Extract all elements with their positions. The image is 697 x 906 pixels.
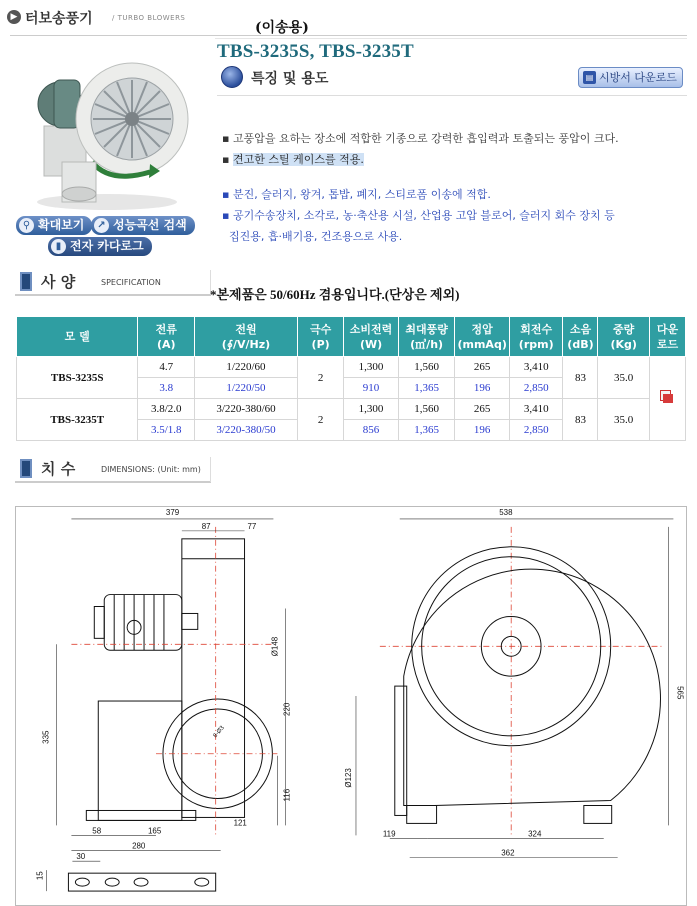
col-header: 소비전력 (W) — [344, 317, 399, 357]
arrow-bullet-icon: ▶ — [7, 10, 21, 24]
magnifier-icon: ⚲ — [19, 218, 34, 233]
svg-text:121: 121 — [233, 818, 247, 828]
section-marker-icon — [20, 459, 32, 478]
col-header: 소음 (dB) — [563, 317, 598, 357]
col-header: 다운 로드 — [649, 317, 685, 357]
table-row: TBS-3235T 3.8/2.0 3/220-380/60 2 1,300 1,560 265 3,410 83 35.0 — [17, 399, 686, 420]
table-row: TBS-3235S 4.7 1/220/60 2 1,300 1,560 265 3,410 83 35.0 — [17, 357, 686, 378]
col-header: 회전수 (rpm) — [509, 317, 563, 357]
divider — [217, 95, 687, 96]
section-marker-icon — [20, 272, 32, 291]
svg-text:Ø123: Ø123 — [344, 768, 353, 788]
page-title: 터보송풍기 — [25, 11, 93, 27]
book-icon: ▮ — [51, 239, 66, 254]
col-header: 모 델 — [17, 317, 138, 357]
feature-item: ▪ 고풍압을 요하는 장소에 적합한 기종으로 강력한 흡입력과 토출되는 풍압이 크다. — [222, 132, 619, 145]
features-list — [222, 128, 682, 247]
performance-curve-button[interactable]: ↗ 성능곡선 검색 — [91, 216, 195, 235]
use-item: ▪ 분진, 슬러지, 왕겨, 톱밥, 폐지, 스티로폼 이송에 적합. — [222, 188, 491, 201]
divider — [10, 35, 687, 36]
col-header: 정압 (mmAq) — [455, 317, 510, 357]
svg-text:165: 165 — [148, 826, 162, 836]
model-cell: TBS-3235S — [17, 357, 138, 399]
dimensions-section-heading: 치 수 DIMENSIONS: (Unit: mm) — [15, 457, 211, 481]
zoom-button[interactable]: ⚲ 확대보기 — [16, 216, 92, 235]
dimension-drawing — [15, 506, 687, 906]
page-subtitle: / TURBO BLOWERS — [112, 14, 186, 22]
frequency-notice: *본제품은 50/60Hz 겸용입니다.(단상은 제외) — [210, 287, 460, 302]
svg-text:280: 280 — [132, 841, 146, 851]
spec-section-heading: 사 양 SPECIFICATION — [15, 270, 211, 294]
svg-text:324: 324 — [528, 829, 542, 839]
svg-text:335: 335 — [41, 730, 51, 744]
table-row: 3.8 1/220/50 910 1,365 196 2,850 — [17, 378, 686, 399]
transfer-label: (이송용) — [255, 20, 309, 36]
product-photo — [22, 44, 192, 214]
svg-text:565: 565 — [675, 686, 685, 700]
svg-text:8-Ø3: 8-Ø3 — [212, 725, 226, 740]
svg-text:Ø148: Ø148 — [270, 636, 280, 657]
col-header: 전류 (A) — [138, 317, 195, 357]
svg-text:220: 220 — [282, 702, 292, 716]
download-file-icon[interactable] — [660, 390, 674, 404]
table-row: 3.5/1.8 3/220-380/50 856 1,365 196 2,850 — [17, 420, 686, 441]
top-bar — [0, 0, 697, 36]
col-header: 중량 (Kg) — [598, 317, 649, 357]
use-item: 집진용, 흡·배기용, 건조용으로 사용. — [229, 230, 403, 243]
features-icon — [221, 66, 243, 88]
spec-download-button[interactable]: ▤ 시방서 다운로드 — [578, 67, 683, 88]
svg-text:116: 116 — [282, 788, 292, 802]
e-catalog-button[interactable]: ▮ 전자 카다로그 — [48, 237, 152, 256]
divider — [215, 38, 687, 39]
feature-item: ▪ 견고한 스틸 케이스를 적용. — [222, 153, 364, 166]
table-header-row — [17, 317, 686, 357]
svg-text:77: 77 — [247, 521, 257, 531]
svg-text:538: 538 — [499, 507, 513, 517]
use-item: ▪ 공기수송장치, 소각로, 농·축산용 시설, 산업용 고압 블로어, 슬러지 회수 장치 등 — [222, 209, 615, 222]
svg-text:58: 58 — [92, 826, 102, 836]
svg-text:362: 362 — [501, 848, 515, 858]
download-icon: ▤ — [583, 71, 596, 84]
chart-icon: ↗ — [94, 218, 109, 233]
model-title: TBS-3235S, TBS-3235T — [217, 41, 414, 62]
col-header: 극수 (P) — [297, 317, 343, 357]
svg-text:379: 379 — [165, 507, 180, 517]
download-cell — [649, 357, 685, 441]
spec-table — [16, 316, 686, 441]
svg-text:87: 87 — [201, 521, 211, 531]
model-cell: TBS-3235T — [17, 399, 138, 441]
col-header: 최대풍량 (㎥/h) — [398, 317, 455, 357]
svg-text:119: 119 — [382, 829, 396, 839]
col-header: 전원 (∮/V/Hz) — [195, 317, 298, 357]
svg-text:30: 30 — [76, 852, 86, 862]
svg-text:15: 15 — [35, 871, 45, 881]
